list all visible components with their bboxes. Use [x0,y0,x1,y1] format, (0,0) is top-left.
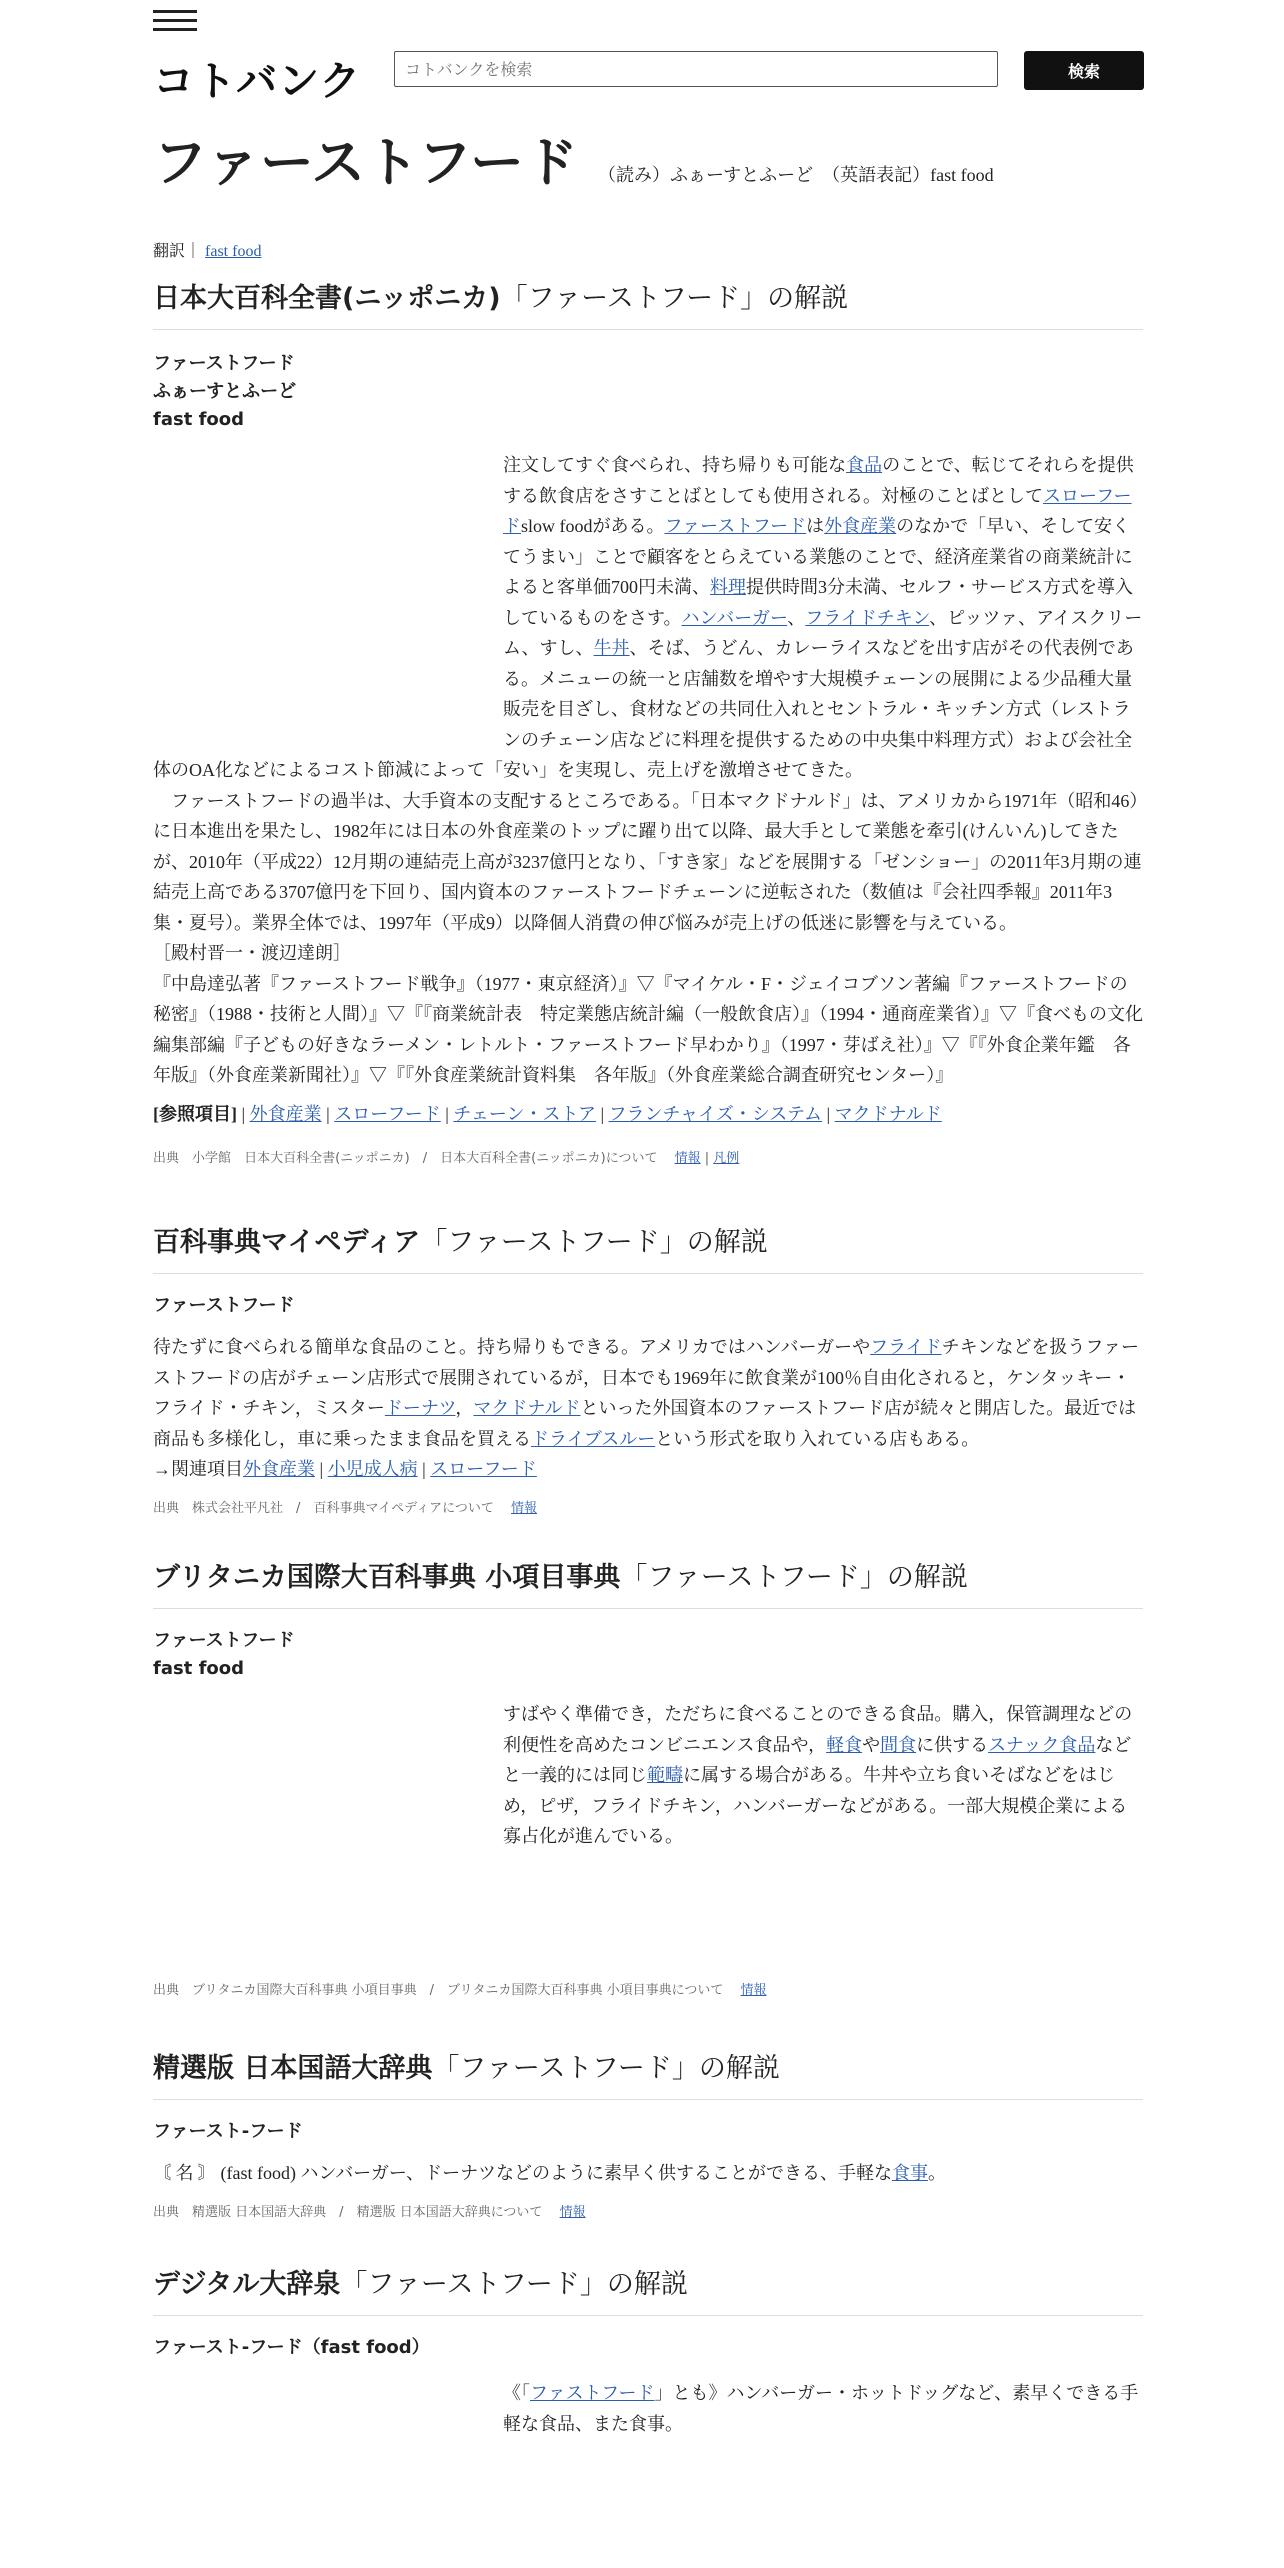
section-heading: 日本大百科全書(ニッポニカ)「ファーストフード」の解説 [153,276,1143,330]
link-shokuji[interactable]: 食事 [891,2163,928,2183]
info-link[interactable]: 情報 [511,1500,538,1516]
reference-links: [参照項目] | 外食産業 | スローフード | チェーン・ストア | フランチャイズ・システム | マクドナルド [153,1103,942,1124]
entry-author: ［殿村晋一・渡辺達朗］ [153,943,351,963]
related-links: →関連項目外食産業 | 小児成人病 | スローフード [153,1459,537,1479]
translation-link[interactable]: fast food [205,243,262,260]
source-line: 出典 精選版 日本国語大辞典 / 精選版 日本国語大辞典について 情報 [153,2204,586,2220]
related-link[interactable]: スローフード [430,1459,537,1479]
link-fastfood[interactable]: ファーストフード [664,516,807,536]
entry-body: 《「ファストフード」とも》ハンバーガー・ホットドッグなど、素早くできる手軽な食品、また食事。 [503,2383,1139,2434]
link-donuts[interactable]: ドーナツ [384,1398,456,1418]
menu-icon[interactable] [153,10,197,34]
ref-link[interactable]: マクドナルド [834,1103,942,1124]
section-heading: デジタル大辞泉「ファーストフード」の解説 [153,2262,1143,2316]
link-ryori[interactable]: 料理 [710,577,746,597]
title-row [153,120,994,197]
translation-row [153,238,261,261]
link-gyudon[interactable]: 牛丼 [593,638,630,658]
entry-term: ファーストフード fast food [153,1630,295,1679]
section-heading: ブリタニカ国際大百科事典 小項目事典「ファーストフード」の解説 [153,1555,1143,1609]
entry-term: ファーストフード ふぁーすとふーど fast food [153,353,297,430]
entry-term: ファーストフード [153,1295,295,1316]
section-heading: 百科事典マイペディア「ファーストフード」の解説 [153,1220,1143,1274]
entry-bibliography: 『中島達弘著『ファーストフード戦争』（1977・東京経済）』▽『マイケル・F・ジェイコブソン著編『ファーストフードの秘密』（1988・技術と人間）』▽『『商業統計表 特定業態店統計編（一般飲食店）』（1994・通商産業省）』▽『食べもの文化編集部編『子どもの好きなラーメン・レトルト・ファーストフード早わかり』（1997・芽ばえ社）』▽『『外食企業年鑑 各年版』（外食産業新聞社）』▽『『外食産業統計資料集 各年版』（外食産業総合調査研究センター）』 [153,973,1143,1085]
entry-body: すばやく準備でき，ただちに食べることのできる食品。購入，保管調理などの利便性を高めたコンビニエンス食品や，軽食や間食に供するスナック食品などと一義的には同じ範疇に属する場合がある。牛丼や立ち食いそばなどをはじめ，ピザ，フライドチキン，ハンバーガーなどがある。一部大規模企業による寡占化が進んでいる。 [503,1704,1133,1846]
section-heading: 精選版 日本国語大辞典「ファーストフード」の解説 [153,2046,1143,2100]
link-fried[interactable]: フライド [870,1337,942,1357]
source-line: 出典 株式会社平凡社 / 百科事典マイペディアについて 情報 [153,1500,538,1516]
ref-link[interactable]: スローフード [334,1103,441,1124]
section-seisen [153,2046,1143,2220]
link-hamburger[interactable]: ハンバーガー [681,607,788,628]
info-link[interactable]: 情報 [674,1150,701,1166]
section-nipponica [153,276,1143,1166]
ref-link[interactable]: チェーン・ストア [453,1103,596,1124]
link-kanshoku[interactable]: 間食 [880,1734,917,1755]
link-drive-thru[interactable]: ドライブスルー [531,1428,656,1449]
hanrei-link[interactable]: 凡例 [713,1150,740,1166]
link-fastfood-alt[interactable]: ファストフード [530,2383,655,2403]
search-button[interactable]: 検索 [1024,51,1144,90]
related-link[interactable]: 外食産業 [243,1459,315,1479]
entry-paragraph-2: ファーストフードの過半は、大手資本の支配するところである。「日本マクドナルド」は、アメリカから1971年（昭和46）に日本進出を果たし、1982年には日本の外食産業のトップに躍り出て以降、最大手として業態を牽引(けんいん)してきたが、2010年（平成22）12月期の連結売上高が3237億円となり、「すき家」などを展開する「ゼンショー」の2011年3月期の連結売上高である3707億円を下回り、国内資本のファーストフードチェーンに逆転された（数値は『会社四季報』2011年3集・夏号）。業界全体では、1997年（平成9）以降個人消費の伸び悩みが売上げの低迷に影響を与えている。 [153,790,1142,933]
page-title: ファーストフード [153,131,578,194]
search-input[interactable] [394,51,998,87]
section-britannica [153,1555,1143,1998]
section-daijisen [153,2262,1143,2439]
link-hanchu[interactable]: 範疇 [647,1765,683,1785]
site-logo[interactable]: コトバンク [153,57,362,105]
section-mypedia [153,1220,1143,1516]
link-gaishoku[interactable]: 外食産業 [824,516,897,536]
link-mcdonalds[interactable]: マクドナルド [473,1398,581,1418]
ref-link[interactable]: フランチャイズ・システム [608,1103,823,1124]
page-reading: （読み）ふぁーすとふーど （英語表記）fast food [597,165,994,185]
link-shokuhin[interactable]: 食品 [846,455,883,475]
translation-label: 翻訳｜ [153,243,202,260]
refs-label: [参照項目] [153,1103,237,1124]
ref-link[interactable]: 外食産業 [249,1103,322,1124]
source-line: 出典 小学館 日本大百科全書(ニッポニカ) / 日本大百科全書(ニッポニカ)について 情報 | 凡例 [153,1150,740,1166]
info-link[interactable]: 情報 [740,1983,767,1998]
entry-body: 〘 名 〙 (fast food) ハンバーガー、ドーナツなどのように素早く供することができる、手軽な食事。 [153,2163,946,2183]
entry-body: 注文してすぐ食べられ、持ち帰りも可能な食品のことで、転じてそれらを提供する飲食店をさすことばとしても使用される。対極のことばとしてスローフードslow foodがある。ファーストフードは外食産業のなかで「早い、そして安くてうまい」ことで顧客をとらえている業態のことで、経済産業省の商業統計によると客単価700円未満、料理提供時間3分未満、セルフ・サービス方式を導入しているものをさす。ハンバーガー、フライドチキン、ピッツァ、アイスクリーム、すし、牛丼、そば、うどん、カレーライスなどを出す店がその代表例である。メニューの統一と店舗数を増やす大規模チェーンの展開による少品種大量販売を目ざし、食材などの共同仕入れとセントラル・キッチン方式（レストランのチェーン店などに料理を提供するための中央集中料理方式）および会社全体のOA化などによるコスト節減によって「安い」を実現し、売上げを激増させてきた。 ファーストフードの過半は、大手資本の支配するところである。「日本マクドナルド」は、アメリカから1971年（昭和46）に日本進出を果たし、1982年には日本の外食産業のトップに躍り出て以降、最大手として業態を牽引(けんいん)してきたが、2010年（平成22）12月期の連結売上高が3237億円となり、「すき家」などを展開する「ゼンショー」の2011年3月期の連結売上高である3707億円を下回り、国内資本のファーストフードチェーンに逆転された（数値は『会社四季報』2011年3集・夏号）。業界全体では、1997年（平成9）以降個人消費の伸び悩みが売上げの低迷に影響を与えている。 ［殿村晋一・渡辺達朗］ 『中島達弘著『ファーストフード戦争』（1977・東京経済）』▽『マイケル・F・ジェイコブソン著編『ファーストフードの秘密』（1988・技術と人間）』▽『『商業統計表 特定業態店統計編（一般飲食店）』（1994・通商産業省）』▽『食べもの文化編集部編『子どもの好きなラーメン・レトルト・ファーストフード早わかり』（1997・芽ばえ社）』▽『『外食企業年鑑 各年版』（外食産業新聞社）』▽『『外食産業統計資料集 各年版』（外食産業総合調査研究センター）』 [153,450,1143,1091]
link-slowfood[interactable]: スローフード [503,485,1132,536]
related-link[interactable]: 小児成人病 [327,1459,418,1479]
link-fried-chicken[interactable]: フライドチキン [805,607,930,628]
info-link[interactable]: 情報 [559,2204,586,2220]
source-line: 出典 ブリタニカ国際大百科事典 小項目事典 / ブリタニカ国際大百科事典 小項目事典について 情報 [153,1983,767,1998]
entry-body: 待たずに食べられる簡単な食品のこと。持ち帰りもできる。アメリカではハンバーガーやフライドチキンなどを扱うファーストフードの店がチェーン店形式で展開されているが，日本でも1969年に飲食業が100％自由化されると，ケンタッキー・フライド・チキン，ミスタードーナツ，マクドナルドといった外国資本のファーストフード店が続々と開店した。最近では商品も多様化し，車に乗ったまま食品を買えるドライブスルーという形式を取り入れている店もある。 →関連項目外食産業 | 小児成人病 | スローフード [153,1332,1143,1485]
entry-term: ファースト‐フード [153,2121,303,2142]
link-snack[interactable]: スナック食品 [988,1734,1096,1755]
link-keishoku[interactable]: 軽食 [826,1734,863,1755]
entry-term: ファースト‐フード（fast food） [153,2337,430,2358]
